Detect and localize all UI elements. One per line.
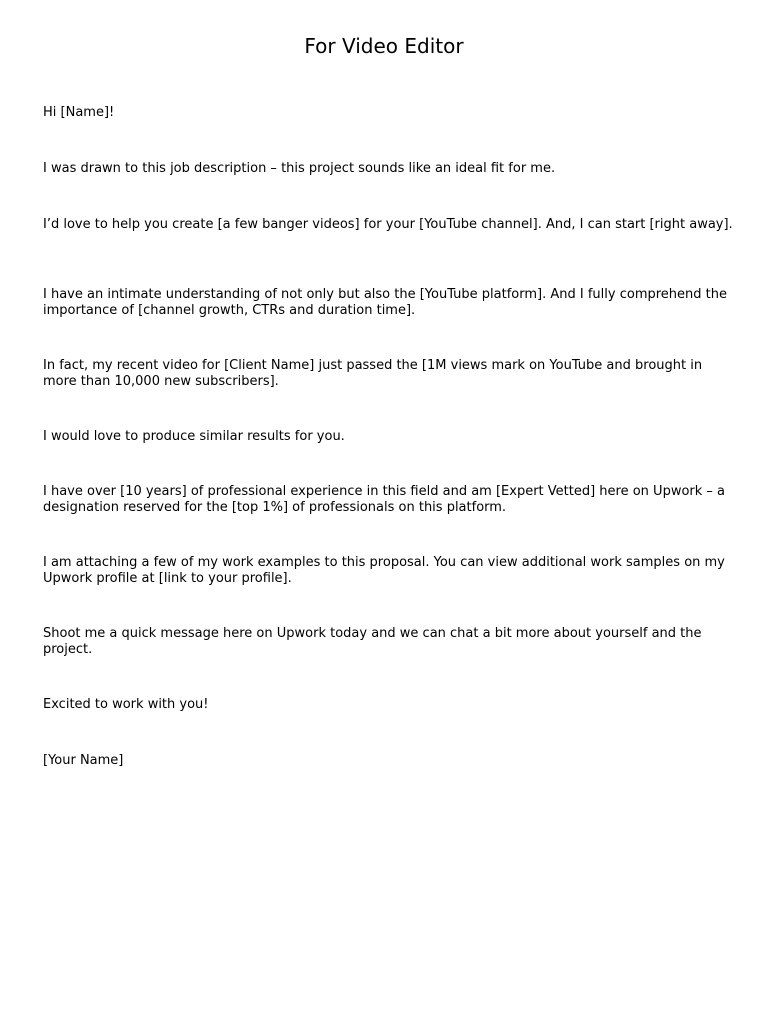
- paragraph-understanding: I have an intimate understanding of not only but also the [YouTube platform]. And I fully comprehend the importance of [channel growth, CTRs and duration time].: [43, 287, 727, 318]
- paragraph-intro: I was drawn to this job description – this project sounds like an ideal fit for me.: [43, 161, 556, 176]
- paragraph-call-to-action: Shoot me a quick message here on Upwork today and we can chat a bit more about yourself and the project.: [43, 626, 702, 657]
- paragraph-experience: I have over [10 years] of professional experience in this field and am [Expert Vetted] here on Upwork – a designation reserved for the [top 1%] of professionals on this platform.: [43, 484, 726, 515]
- greeting: Hi [Name]!: [43, 105, 115, 120]
- paragraph-results: In fact, my recent video for [Client Name] just passed the [1M views mark on YouTube and brought in more than 10,000 new subscribers].: [43, 358, 703, 389]
- paragraph-similar-results: I would love to produce similar results for you.: [43, 429, 345, 444]
- page-title: For Video Editor: [304, 34, 464, 58]
- signature-name: [Your Name]: [43, 753, 124, 768]
- closing-line: Excited to work with you!: [43, 697, 209, 712]
- paragraph-offer: I’d love to help you create [a few banger videos] for your [YouTube channel]. And, I can start [right away].: [43, 217, 733, 232]
- paragraph-examples: I am attaching a few of my work examples to this proposal. You can view additional work samples on my Upwork profile at [link to your profile].: [43, 555, 725, 586]
